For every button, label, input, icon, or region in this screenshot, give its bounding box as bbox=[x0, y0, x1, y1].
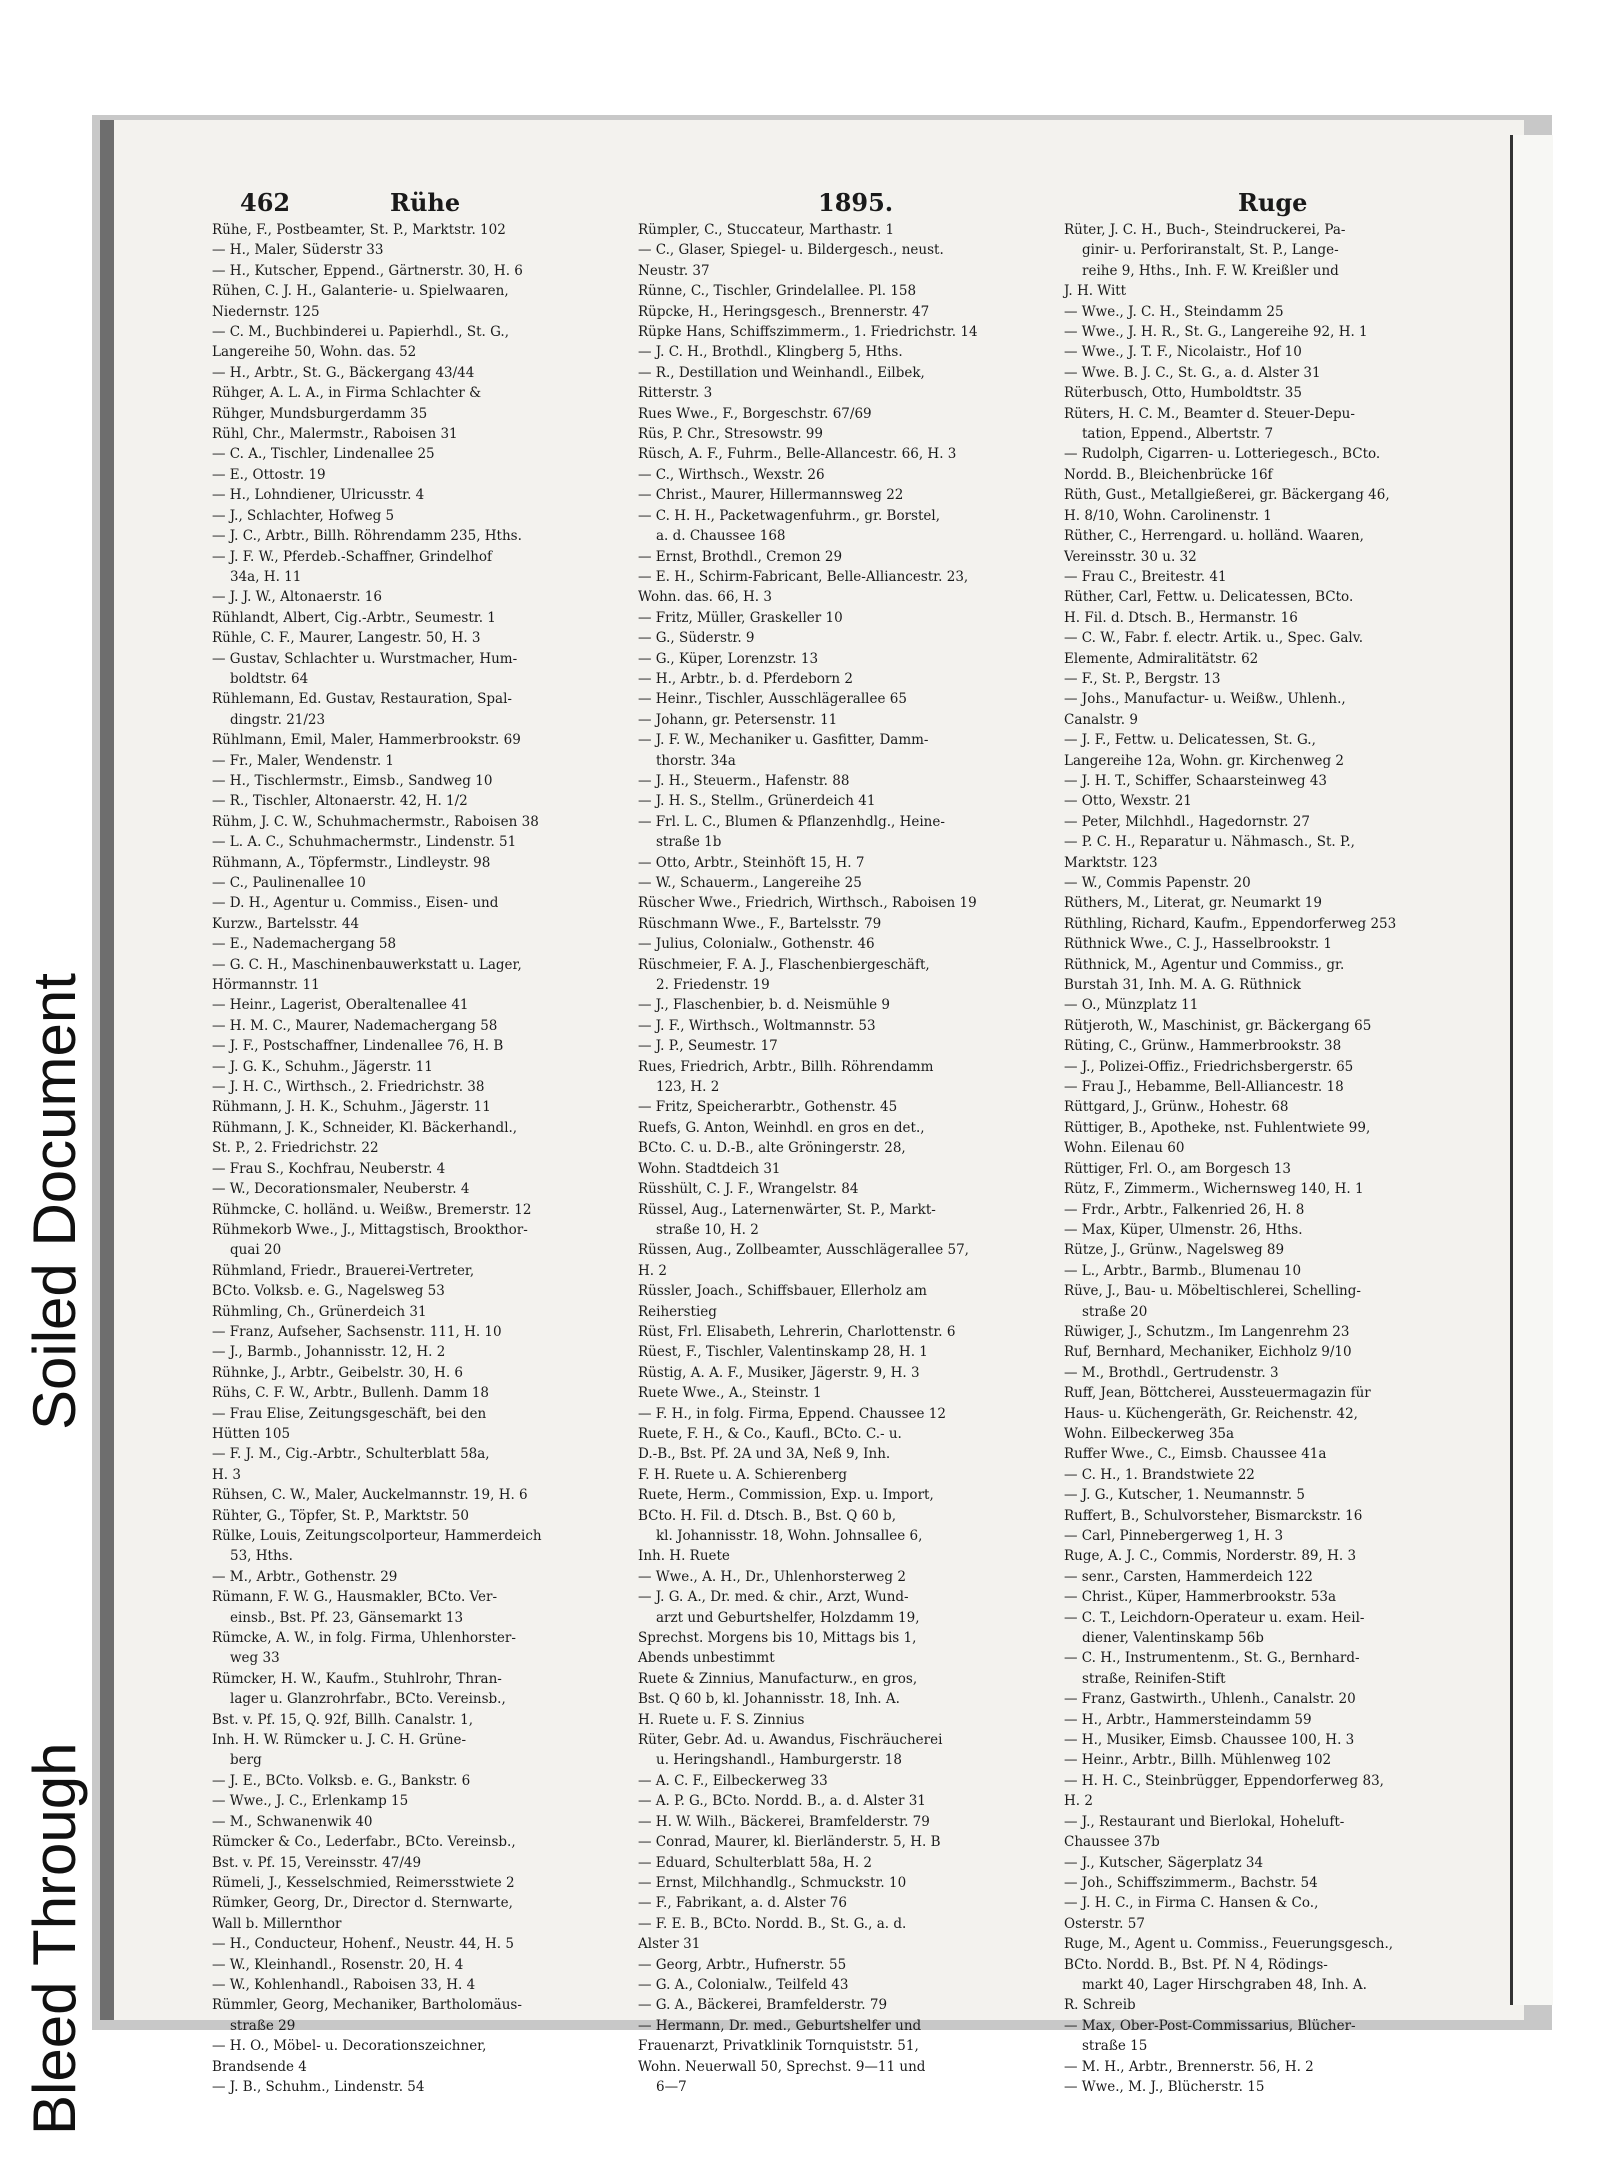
directory-line: Nordd. B., Bleichenbrücke 16f bbox=[1064, 466, 1273, 483]
directory-line: Rüst, Frl. Elisabeth, Lehrerin, Charlottenstr. 6 bbox=[638, 1323, 956, 1340]
directory-line: BCto. H. Fil. d. Dtsch. B., Bst. Q 60 b, bbox=[638, 1507, 896, 1524]
directory-line: Rüther, C., Herrengard. u. holländ. Waaren, bbox=[1064, 528, 1364, 545]
directory-line: Rühlemann, Ed. Gustav, Restauration, Spal- bbox=[212, 691, 512, 708]
directory-line: Rühmann, J. K., Schneider, Kl. Bäckerhandl., bbox=[212, 1119, 518, 1136]
directory-line: Wall b. Millernthor bbox=[212, 1915, 342, 1932]
directory-line: — J. E., BCto. Volksb. e. G., Bankstr. 6 bbox=[212, 1772, 471, 1789]
directory-line: Reiherstieg bbox=[638, 1303, 717, 1320]
directory-line: — Christ., Maurer, Hillermannsweg 22 bbox=[638, 487, 904, 504]
directory-line: — M., Brothdl., Gertrudenstr. 3 bbox=[1064, 1364, 1279, 1381]
directory-line: — Johann, gr. Petersenstr. 11 bbox=[638, 711, 838, 728]
directory-line: — Frau C., Breitestr. 41 bbox=[1064, 568, 1227, 585]
directory-line: — J., Polizei-Offiz., Friedrichsbergerstr. 65 bbox=[1064, 1058, 1354, 1075]
directory-line: Rüttiger, Frl. O., am Borgesch 13 bbox=[1064, 1160, 1292, 1177]
directory-line: Rühl, Chr., Malermstr., Raboisen 31 bbox=[212, 426, 458, 443]
directory-line: Frauenarzt, Privatklinik Tornquiststr. 51, bbox=[638, 2038, 919, 2055]
directory-line: 53, Hths. bbox=[230, 1548, 293, 1565]
directory-line: Rüscher Wwe., Friedrich, Wirthsch., Raboisen 19 bbox=[638, 895, 977, 912]
directory-line: — C. M., Buchbinderei u. Papierhdl., St. G., bbox=[212, 324, 509, 341]
directory-line: Rümker, Georg, Dr., Director d. Sternwarte, bbox=[212, 1895, 513, 1912]
directory-line: — Fritz, Müller, Graskeller 10 bbox=[638, 609, 843, 626]
directory-line: Rüschmeier, F. A. J., Flaschenbiergeschäft, bbox=[638, 956, 930, 973]
directory-line: H. Fil. d. Dtsch. B., Hermanstr. 16 bbox=[1064, 609, 1298, 626]
directory-line: Rüthers, M., Literat, gr. Neumarkt 19 bbox=[1064, 895, 1322, 912]
directory-line: — J. H. T., Schiffer, Schaarsteinweg 43 bbox=[1064, 772, 1328, 789]
directory-line: — J. G. K., Schuhm., Jägerstr. 11 bbox=[212, 1058, 433, 1075]
directory-line: Sprechst. Morgens bis 10, Mittags bis 1, bbox=[638, 1630, 917, 1647]
header-left-word: Rühe bbox=[390, 188, 461, 217]
directory-line: Rümeli, J., Kesselschmied, Reimersstwiete 2 bbox=[212, 1874, 515, 1891]
directory-line: Wohn. Stadtdeich 31 bbox=[638, 1160, 781, 1177]
directory-line: — J. H. C., in Firma C. Hansen & Co., bbox=[1064, 1895, 1319, 1912]
directory-line: — E. H., Schirm-Fabricant, Belle-Alliancestr. 23, bbox=[638, 568, 969, 585]
directory-line: Rühmann, A., Töpfermstr., Lindleystr. 98 bbox=[212, 854, 491, 871]
directory-line: Langereihe 50, Wohn. das. 52 bbox=[212, 344, 417, 361]
directory-line: — Otto, Arbtr., Steinhöft 15, H. 7 bbox=[638, 854, 865, 871]
directory-line: Rühger, Mundsburgerdamm 35 bbox=[212, 405, 428, 422]
directory-line: J. H. Witt bbox=[1064, 283, 1127, 300]
directory-line: — Gustav, Schlachter u. Wurstmacher, Hum- bbox=[212, 650, 518, 667]
directory-line: — J. G. A., Dr. med. & chir., Arzt, Wund- bbox=[638, 1589, 909, 1606]
directory-line: Rüwiger, J., Schutzm., Im Langenrehm 23 bbox=[1064, 1323, 1350, 1340]
directory-line: Rümcke, A. W., in folg. Firma, Uhlenhorster- bbox=[212, 1630, 516, 1647]
directory-line: — Rudolph, Cigarren- u. Lotteriegesch., BCto. bbox=[1064, 446, 1381, 463]
directory-line: — Christ., Küper, Hammerbrookstr. 53a bbox=[1064, 1589, 1337, 1606]
directory-line: — Heinr., Lagerist, Oberaltenallee 41 bbox=[212, 997, 469, 1014]
directory-line: — W., Kohlenhandl., Raboisen 33, H. 4 bbox=[212, 1976, 476, 1993]
directory-line: einsb., Bst. Pf. 23, Gänsemarkt 13 bbox=[230, 1609, 464, 1626]
directory-line: dingstr. 21/23 bbox=[230, 711, 326, 728]
directory-line: — Fritz, Speicherarbtr., Gothenstr. 45 bbox=[638, 1099, 898, 1116]
directory-line: Rütze, J., Grünw., Nagelsweg 89 bbox=[1064, 1242, 1285, 1259]
directory-line: — R., Tischler, Altonaerstr. 42, H. 1/2 bbox=[212, 793, 468, 810]
directory-line: Ruete & Zinnius, Manufacturw., en gros, bbox=[638, 1670, 918, 1687]
directory-line: — W., Schauerm., Langereihe 25 bbox=[638, 875, 862, 891]
directory-line: Kurzw., Bartelsstr. 44 bbox=[212, 915, 360, 932]
directory-line: H. 3 bbox=[212, 1466, 241, 1483]
directory-line: — O., Münzplatz 11 bbox=[1064, 997, 1199, 1014]
directory-line: diener, Valentinskamp 56b bbox=[1082, 1630, 1264, 1647]
directory-line: — W., Decorationsmaler, Neuberstr. 4 bbox=[212, 1181, 470, 1198]
directory-line: — G. A., Colonialw., Teilfeld 43 bbox=[638, 1976, 849, 1993]
directory-line: — J., Restaurant und Bierlokal, Hoheluft- bbox=[1064, 1813, 1345, 1830]
directory-line: Rüssen, Aug., Zollbeamter, Ausschlägerallee 57, bbox=[638, 1242, 969, 1259]
directory-line: — D. H., Agentur u. Commiss., Eisen- und bbox=[212, 895, 499, 912]
directory-line: Chaussee 37b bbox=[1064, 1834, 1160, 1851]
directory-line: Haus- u. Küchengeräth, Gr. Reichenstr. 42, bbox=[1064, 1405, 1358, 1422]
directory-line: tation, Eppend., Albertstr. 7 bbox=[1082, 426, 1274, 443]
directory-line: — M. H., Arbtr., Brennerstr. 56, H. 2 bbox=[1064, 2058, 1314, 2075]
directory-line: Vereinsstr. 30 u. 32 bbox=[1064, 548, 1197, 565]
directory-line: — Wwe., M. J., Blücherstr. 15 bbox=[1064, 2078, 1265, 2095]
directory-line: Rühen, C. J. H., Galanterie- u. Spielwaaren, bbox=[212, 283, 509, 300]
directory-line: Rühmling, Ch., Grünerdeich 31 bbox=[212, 1303, 427, 1320]
directory-line: — Wwe., A. H., Dr., Uhlenhorsterweg 2 bbox=[638, 1568, 906, 1585]
directory-line: Rütz, F., Zimmerm., Wichernsweg 140, H. 1 bbox=[1064, 1181, 1364, 1198]
directory-line: — J. F., Wirthsch., Woltmannstr. 53 bbox=[638, 1017, 876, 1034]
directory-line: — Wwe., J. C., Erlenkamp 15 bbox=[212, 1793, 409, 1810]
directory-line: Rünne, C., Tischler, Grindelallee. Pl. 158 bbox=[638, 283, 917, 300]
directory-line: Rühe, F., Postbeamter, St. P., Marktstr. 102 bbox=[212, 222, 506, 238]
directory-line: a. d. Chaussee 168 bbox=[656, 528, 786, 545]
directory-column-middle bbox=[638, 220, 1063, 2095]
directory-line: — C., Wirthsch., Wexstr. 26 bbox=[638, 466, 825, 483]
directory-line: — H. W. Wilh., Bäckerei, Bramfelderstr. 79 bbox=[638, 1813, 930, 1830]
directory-line: — H., Conducteur, Hohenf., Neustr. 44, H. 5 bbox=[212, 1936, 514, 1953]
directory-line: — Heinr., Arbtr., Billh. Mühlenweg 102 bbox=[1064, 1752, 1332, 1769]
directory-line: Rümann, F. W. G., Hausmakler, BCto. Ver- bbox=[212, 1589, 498, 1606]
directory-line: — Otto, Wexstr. 21 bbox=[1064, 793, 1192, 810]
directory-column-right bbox=[1064, 220, 1489, 2095]
directory-line: Rühter, G., Töpfer, St. P., Marktstr. 50 bbox=[212, 1507, 469, 1524]
header-right-word: Ruge bbox=[1238, 188, 1308, 217]
directory-line: — H., Arbtr., Hammersteindamm 59 bbox=[1064, 1711, 1312, 1728]
directory-line: — C. W., Fabr. f. electr. Artik. u., Spec. Galv. bbox=[1064, 630, 1364, 647]
directory-line: — H., Arbtr., b. d. Pferdeborn 2 bbox=[638, 670, 853, 687]
directory-line: — J. F. W., Pferdeb.-Schaffner, Grindelhof bbox=[212, 548, 493, 565]
directory-line: arzt und Geburtshelfer, Holzdamm 19, bbox=[656, 1609, 920, 1626]
directory-line: Inh. H. Ruete bbox=[638, 1548, 730, 1565]
header-year: 1895. bbox=[818, 188, 894, 217]
directory-line: Rümcker & Co., Lederfabr., BCto. Vereinsb., bbox=[212, 1834, 516, 1851]
directory-line: Rüth, Gust., Metallgießerei, gr. Bäckergang 46, bbox=[1064, 487, 1390, 504]
directory-line: Canalstr. 9 bbox=[1064, 711, 1138, 728]
directory-line: Rühmann, J. H. K., Schuhm., Jägerstr. 11 bbox=[212, 1099, 491, 1116]
directory-line: — Georg, Arbtr., Hufnerstr. 55 bbox=[638, 1956, 847, 1973]
directory-line: — J., Schlachter, Hofweg 5 bbox=[212, 507, 395, 524]
directory-line: — H. H. C., Steinbrügger, Eppendorferweg 83, bbox=[1064, 1772, 1384, 1789]
directory-line: Ritterstr. 3 bbox=[638, 385, 713, 402]
directory-line: — J., Flaschenbier, b. d. Neismühle 9 bbox=[638, 997, 891, 1014]
directory-line: — Franz, Gastwirth., Uhlenh., Canalstr. 20 bbox=[1064, 1691, 1356, 1708]
directory-line: D.-B., Bst. Pf. 2A und 3A, Neß 9, Inh. bbox=[638, 1446, 891, 1463]
directory-line: Wohn. Eilenau 60 bbox=[1064, 1140, 1185, 1157]
directory-line: Rüsshült, C. J. F., Wrangelstr. 84 bbox=[638, 1181, 859, 1198]
directory-line: — A. P. G., BCto. Nordd. B., a. d. Alster 31 bbox=[638, 1793, 926, 1810]
directory-line: — Ernst, Brothdl., Cremon 29 bbox=[638, 548, 843, 565]
directory-line: Rühmcke, C. holländ. u. Weißw., Bremerstr. 12 bbox=[212, 1201, 532, 1218]
directory-line: — Hermann, Dr. med., Geburtshelfer und bbox=[638, 2017, 922, 2034]
directory-line: — Wwe., J. T. F., Nicolaistr., Hof 10 bbox=[1064, 344, 1302, 361]
directory-line: — J. F. W., Mechaniker u. Gasfitter, Damm- bbox=[638, 732, 929, 749]
directory-line: straße 10, H. 2 bbox=[656, 1221, 759, 1238]
directory-line: — R., Destillation und Weinhandl., Eilbek, bbox=[638, 364, 925, 381]
directory-line: Brandsende 4 bbox=[212, 2058, 307, 2075]
directory-line: Rühger, A. L. A., in Firma Schlachter & bbox=[212, 385, 482, 402]
directory-line: Rüstig, A. A. F., Musiker, Jägerstr. 9, H. 3 bbox=[638, 1364, 920, 1381]
directory-line: — H., Lohndiener, Ulricusstr. 4 bbox=[212, 487, 425, 504]
directory-line: H. 2 bbox=[638, 1262, 667, 1279]
directory-line: Wohn. Neuerwall 50, Sprechst. 9—11 und bbox=[638, 2058, 926, 2075]
directory-line: Rüs, P. Chr., Stresowstr. 99 bbox=[638, 426, 823, 443]
directory-line: — H., Maler, Süderstr 33 bbox=[212, 242, 384, 259]
directory-line: Rüther, Carl, Fettw. u. Delicatessen, BCto. bbox=[1064, 589, 1354, 606]
directory-line: Bst. v. Pf. 15, Vereinsstr. 47/49 bbox=[212, 1854, 422, 1871]
directory-line: Rüthling, Richard, Kaufm., Eppendorferweg 253 bbox=[1064, 915, 1397, 932]
directory-line: reihe 9, Hths., Inh. F. W. Kreißler und bbox=[1082, 262, 1339, 279]
directory-line: — Johs., Manufactur- u. Weißw., Uhlenh., bbox=[1064, 691, 1346, 708]
directory-line: — W., Commis Papenstr. 20 bbox=[1064, 875, 1251, 891]
directory-line: Ruete, F. H., & Co., Kaufl., BCto. C.- u. bbox=[638, 1425, 902, 1442]
directory-line: — H., Musiker, Eimsb. Chaussee 100, H. 3 bbox=[1064, 1732, 1355, 1749]
directory-line: — E., Ottostr. 19 bbox=[212, 466, 326, 483]
directory-line: straße 1b bbox=[656, 834, 722, 851]
directory-line: — F. H., in folg. Firma, Eppend. Chaussee 12 bbox=[638, 1405, 946, 1422]
directory-line: — C. H., Instrumentenm., St. G., Bernhard- bbox=[1064, 1650, 1360, 1667]
directory-line: 123, H. 2 bbox=[656, 1079, 720, 1096]
directory-line: — Ernst, Milchhandlg., Schmuckstr. 10 bbox=[638, 1874, 907, 1891]
directory-line: Rüthnick Wwe., C. J., Hasselbrookstr. 1 bbox=[1064, 936, 1332, 953]
directory-line: Rüting, C., Grünw., Hammerbrookstr. 38 bbox=[1064, 1038, 1342, 1055]
directory-line: — J. P., Seumestr. 17 bbox=[638, 1038, 778, 1055]
directory-line: Ruefs, G. Anton, Weinhdl. en gros en det., bbox=[638, 1119, 925, 1136]
directory-line: — Max, Ober-Post-Commissarius, Blücher- bbox=[1064, 2017, 1356, 2034]
directory-line: — Frau Elise, Zeitungsgeschäft, bei den bbox=[212, 1405, 487, 1422]
directory-line: Rüschmann Wwe., F., Bartelsstr. 79 bbox=[638, 915, 882, 932]
directory-line: Rüpke Hans, Schiffszimmerm., 1. Friedrichstr. 14 bbox=[638, 324, 978, 341]
directory-line: — Heinr., Tischler, Ausschlägerallee 65 bbox=[638, 691, 907, 708]
directory-line: Inh. H. W. Rümcker u. J. C. H. Grüne- bbox=[212, 1732, 467, 1749]
directory-line: Ruf, Bernhard, Mechaniker, Eichholz 9/10 bbox=[1064, 1344, 1352, 1361]
directory-line: — G. A., Bäckerei, Bramfelderstr. 79 bbox=[638, 1997, 888, 2014]
directory-line: — F. J. M., Cig.-Arbtr., Schulterblatt 58a, bbox=[212, 1446, 490, 1463]
directory-line: Rühlmann, Emil, Maler, Hammerbrookstr. 69 bbox=[212, 732, 521, 749]
directory-line: — W., Kleinhandl., Rosenstr. 20, H. 4 bbox=[212, 1956, 464, 1973]
directory-line: — Wwe., J. H. R., St. G., Langereihe 92, H. 1 bbox=[1064, 324, 1368, 341]
directory-line: — J. G., Kutscher, 1. Neumannstr. 5 bbox=[1064, 1487, 1305, 1504]
directory-line: — J. C., Arbtr., Billh. Röhrendamm 235, Hths. bbox=[212, 528, 522, 545]
directory-line: — C., Paulinenallee 10 bbox=[212, 875, 366, 891]
directory-line: — J., Barmb., Johannisstr. 12, H. 2 bbox=[212, 1344, 446, 1361]
directory-line: straße 20 bbox=[1082, 1303, 1148, 1320]
directory-line: Neustr. 37 bbox=[638, 262, 710, 279]
directory-line: straße, Reinifen-Stift bbox=[1082, 1670, 1226, 1687]
directory-line: Rüter, J. C. H., Buch-, Steindruckerei, Pa- bbox=[1064, 222, 1346, 238]
directory-line: — Frau J., Hebamme, Bell-Alliancestr. 18 bbox=[1064, 1079, 1344, 1096]
directory-line: Rüterbusch, Otto, Humboldtstr. 35 bbox=[1064, 385, 1302, 402]
directory-line: Marktstr. 123 bbox=[1064, 854, 1158, 871]
directory-line: — F., Fabrikant, a. d. Alster 76 bbox=[638, 1895, 847, 1912]
directory-line: BCto. Nordd. B., Bst. Pf. N 4, Rödings- bbox=[1064, 1956, 1328, 1973]
directory-line: — Frau S., Kochfrau, Neuberstr. 4 bbox=[212, 1160, 446, 1177]
directory-line: Wohn. das. 66, H. 3 bbox=[638, 589, 772, 606]
directory-line: weg 33 bbox=[230, 1650, 280, 1667]
directory-line: Rues Wwe., F., Borgeschstr. 67/69 bbox=[638, 405, 872, 422]
directory-line: Osterstr. 57 bbox=[1064, 1915, 1145, 1932]
directory-line: kl. Johannisstr. 18, Wohn. Johnsallee 6, bbox=[656, 1528, 923, 1544]
directory-line: Rühmekorb Wwe., J., Mittagstisch, Brookthor- bbox=[212, 1221, 528, 1238]
directory-line: — E., Nademachergang 58 bbox=[212, 936, 397, 953]
directory-line: ginir- u. Perforiranstalt, St. P., Lange- bbox=[1082, 242, 1339, 259]
directory-line: — Wwe., J. C. H., Steindamm 25 bbox=[1064, 303, 1284, 320]
directory-line: — F., St. P., Bergstr. 13 bbox=[1064, 670, 1221, 687]
directory-line: — Wwe. B. J. C., St. G., a. d. Alster 31 bbox=[1064, 364, 1321, 381]
directory-line: Ruge, A. J. C., Commis, Norderstr. 89, H. 3 bbox=[1064, 1548, 1357, 1565]
directory-line: — C. H. H., Packetwagenfuhrm., gr. Borstel, bbox=[638, 507, 940, 524]
directory-line: Bst. Q 60 b, kl. Johannisstr. 18, Inh. A. bbox=[638, 1691, 900, 1708]
stamp-line-2: Soiled Document bbox=[21, 973, 88, 1430]
directory-line: — Carl, Pinnebergerweg 1, H. 3 bbox=[1064, 1528, 1284, 1544]
directory-line: Rümmler, Georg, Mechaniker, Bartholomäus- bbox=[212, 1997, 522, 2014]
directory-line: Wohn. Eilbeckerweg 35a bbox=[1064, 1425, 1235, 1442]
directory-line: — H. M. C., Maurer, Nademachergang 58 bbox=[212, 1017, 498, 1034]
directory-line: Rühsen, C. W., Maler, Auckelmannstr. 19, H. 6 bbox=[212, 1487, 528, 1504]
directory-line: F. H. Ruete u. A. Schierenberg bbox=[638, 1466, 848, 1483]
directory-line: Rühs, C. F. W., Arbtr., Bullenh. Damm 18 bbox=[212, 1385, 490, 1402]
directory-line: Rüve, J., Bau- u. Möbeltischlerei, Schelling- bbox=[1064, 1283, 1361, 1300]
directory-line: — J. H., Steuerm., Hafenstr. 88 bbox=[638, 772, 850, 789]
directory-line: H. Ruete u. F. S. Zinnius bbox=[638, 1711, 805, 1728]
directory-line: Ruffert, B., Schulvorsteher, Bismarckstr. 16 bbox=[1064, 1507, 1363, 1524]
directory-line: Bst. v. Pf. 15, Q. 92f, Billh. Canalstr. 1, bbox=[212, 1711, 474, 1728]
directory-line: H. 8/10, Wohn. Carolinenstr. 1 bbox=[1064, 507, 1272, 524]
directory-line: Rüsch, A. F., Fuhrm., Belle-Allancestr. 66, H. 3 bbox=[638, 446, 957, 463]
directory-line: — G., Küper, Lorenzstr. 13 bbox=[638, 650, 819, 667]
directory-line: Langereihe 12a, Wohn. gr. Kirchenweg 2 bbox=[1064, 752, 1344, 769]
directory-line: — M., Arbtr., Gothenstr. 29 bbox=[212, 1568, 398, 1585]
directory-line: Rüters, H. C. M., Beamter d. Steuer-Depu- bbox=[1064, 405, 1355, 422]
directory-line: Rülke, Louis, Zeitungscolporteur, Hammerdeich bbox=[212, 1528, 542, 1544]
directory-line: Abends unbestimmt bbox=[638, 1650, 775, 1667]
directory-line: — L., Arbtr., Barmb., Blumenau 10 bbox=[1064, 1262, 1302, 1279]
directory-line: boldtstr. 64 bbox=[230, 670, 309, 687]
page-number: 462 bbox=[240, 188, 291, 217]
directory-line: Elemente, Admiralitätstr. 62 bbox=[1064, 650, 1259, 667]
directory-line: Hütten 105 bbox=[212, 1425, 291, 1442]
directory-line: 34a, H. 11 bbox=[230, 568, 302, 585]
directory-line: — Max, Küper, Ulmenstr. 26, Hths. bbox=[1064, 1221, 1303, 1238]
directory-line: Rümcker, H. W., Kaufm., Stuhlrohr, Thran- bbox=[212, 1670, 502, 1687]
directory-line: Alster 31 bbox=[638, 1936, 701, 1953]
directory-line: Rüpcke, H., Heringsgesch., Brennerstr. 47 bbox=[638, 303, 930, 320]
directory-line: — Franz, Aufseher, Sachsenstr. 111, H. 10 bbox=[212, 1323, 502, 1340]
directory-line: Rüttiger, B., Apotheke, nst. Fuhlentwiete 99, bbox=[1064, 1119, 1371, 1136]
directory-line: — Frl. L. C., Blumen & Pflanzenhdlg., Heine- bbox=[638, 813, 945, 830]
directory-line: — J. F., Fettw. u. Delicatessen, St. G., bbox=[1064, 732, 1316, 749]
directory-line: H. 2 bbox=[1064, 1793, 1093, 1810]
directory-line: BCto. Volksb. e. G., Nagelsweg 53 bbox=[212, 1283, 445, 1300]
directory-line: Ruete Wwe., A., Steinstr. 1 bbox=[638, 1385, 822, 1402]
directory-line: lager u. Glanzrohrfabr., BCto. Vereinsb., bbox=[230, 1691, 506, 1708]
directory-line: Rühnke, J., Arbtr., Geibelstr. 30, H. 6 bbox=[212, 1364, 464, 1381]
directory-line: — H., Tischlermstr., Eimsb., Sandweg 10 bbox=[212, 772, 493, 789]
directory-line: Rüssel, Aug., Laternenwärter, St. P., Markt- bbox=[638, 1201, 936, 1218]
directory-line: Rühmland, Friedr., Brauerei-Vertreter, bbox=[212, 1262, 475, 1279]
directory-line: — Julius, Colonialw., Gothenstr. 46 bbox=[638, 936, 875, 953]
directory-line: berg bbox=[230, 1752, 262, 1769]
directory-line: — C. H., 1. Brandstwiete 22 bbox=[1064, 1466, 1255, 1483]
directory-line: Niedernstr. 125 bbox=[212, 303, 320, 320]
directory-line: — G., Süderstr. 9 bbox=[638, 630, 755, 647]
directory-line: markt 40, Lager Hirschgraben 48, Inh. A. bbox=[1082, 1976, 1367, 1993]
directory-line: — Frdr., Arbtr., Falkenried 26, H. 8 bbox=[1064, 1201, 1305, 1218]
directory-line: thorstr. 34a bbox=[656, 752, 736, 769]
directory-line: Ruff, Jean, Böttcherei, Aussteuermagazin für bbox=[1064, 1385, 1371, 1402]
directory-line: — J., Kutscher, Sägerplatz 34 bbox=[1064, 1854, 1264, 1871]
next-page-edge bbox=[1510, 135, 1553, 2005]
directory-line: — J. H. C., Wirthsch., 2. Friedrichstr. 38 bbox=[212, 1079, 485, 1096]
directory-line: Ruffer Wwe., C., Eimsb. Chaussee 41a bbox=[1064, 1446, 1327, 1463]
directory-line: Rüthnick, M., Agentur und Commiss., gr. bbox=[1064, 956, 1345, 973]
directory-line: — Eduard, Schulterblatt 58a, H. 2 bbox=[638, 1854, 872, 1871]
directory-line: straße 15 bbox=[1082, 2038, 1148, 2055]
directory-line: — J. C. H., Brothdl., Klingberg 5, Hths. bbox=[638, 344, 903, 361]
directory-line: Rühlandt, Albert, Cig.-Arbtr., Seumestr. 1 bbox=[212, 609, 496, 626]
directory-line: — Joh., Schiffszimmerm., Bachstr. 54 bbox=[1064, 1874, 1318, 1891]
directory-line: u. Heringshandl., Hamburgerstr. 18 bbox=[656, 1752, 902, 1769]
directory-line: Rütjeroth, W., Maschinist, gr. Bäckergang 65 bbox=[1064, 1017, 1372, 1034]
directory-line: — J. J. W., Altonaerstr. 16 bbox=[212, 589, 382, 606]
directory-line: — Peter, Milchhdl., Hagedornstr. 27 bbox=[1064, 813, 1310, 830]
directory-column-left bbox=[212, 220, 637, 2095]
directory-line: — H., Arbtr., St. G., Bäckergang 43/44 bbox=[212, 364, 475, 381]
directory-line: Rümpler, C., Stuccateur, Marthastr. 1 bbox=[638, 222, 895, 238]
directory-line: — P. C. H., Reparatur u. Nähmasch., St. P., bbox=[1064, 834, 1355, 851]
directory-line: — J. H. S., Stellm., Grünerdeich 41 bbox=[638, 793, 876, 810]
directory-line: — C., Glaser, Spiegel- u. Bildergesch., neust. bbox=[638, 242, 944, 259]
directory-line: Rüter, Gebr. Ad. u. Awandus, Fischräucherei bbox=[638, 1732, 943, 1749]
directory-line: — M., Schwanenwik 40 bbox=[212, 1813, 373, 1830]
directory-line: — L. A. C., Schuhmachermstr., Lindenstr. 51 bbox=[212, 834, 517, 851]
directory-line: — Conrad, Maurer, kl. Bierländerstr. 5, H. B bbox=[638, 1834, 941, 1851]
directory-line: 6—7 bbox=[656, 2078, 687, 2095]
directory-line: — H. O., Möbel- u. Decorationszeichner, bbox=[212, 2038, 487, 2055]
directory-line: Ruge, M., Agent u. Commiss., Feuerungsgesch., bbox=[1064, 1936, 1394, 1953]
directory-line: — A. C. F., Eilbeckerweg 33 bbox=[638, 1772, 828, 1789]
directory-line: — J. F., Postschaffner, Lindenallee 76, H. B bbox=[212, 1038, 504, 1055]
directory-line: 2. Friedenstr. 19 bbox=[656, 977, 770, 994]
directory-line: R. Schreib bbox=[1064, 1997, 1136, 2014]
directory-line: Ruete, Herm., Commission, Exp. u. Import, bbox=[638, 1487, 934, 1504]
directory-line: BCto. C. u. D.-B., alte Gröningerstr. 28, bbox=[638, 1140, 906, 1157]
directory-line: straße 29 bbox=[230, 2017, 296, 2034]
directory-line: Rühm, J. C. W., Schuhmachermstr., Raboisen 38 bbox=[212, 813, 539, 830]
directory-line: — senr., Carsten, Hammerdeich 122 bbox=[1064, 1568, 1313, 1585]
directory-line: — H., Kutscher, Eppend., Gärtnerstr. 30, H. 6 bbox=[212, 262, 523, 279]
directory-line: — G. C. H., Maschinenbauwerkstatt u. Lager, bbox=[212, 956, 522, 973]
directory-line: quai 20 bbox=[230, 1242, 282, 1259]
directory-line: — J. B., Schuhm., Lindenstr. 54 bbox=[212, 2078, 425, 2095]
directory-line: — C. T., Leichdorn-Operateur u. exam. Heil- bbox=[1064, 1609, 1365, 1626]
directory-line: — F. E. B., BCto. Nordd. B., St. G., a. d. bbox=[638, 1915, 907, 1932]
directory-line: St. P., 2. Friedrichstr. 22 bbox=[212, 1140, 379, 1157]
directory-line: Rüssler, Joach., Schiffsbauer, Ellerholz am bbox=[638, 1283, 927, 1300]
directory-line: Rüttgard, J., Grünw., Hohestr. 68 bbox=[1064, 1099, 1289, 1116]
directory-line: — Fr., Maler, Wendenstr. 1 bbox=[212, 752, 395, 769]
directory-line: Rühle, C. F., Maurer, Langestr. 50, H. 3 bbox=[212, 630, 481, 647]
directory-line: Hörmannstr. 11 bbox=[212, 977, 320, 994]
directory-line: Rüest, F., Tischler, Valentinskamp 28, H. 1 bbox=[638, 1344, 928, 1361]
directory-line: — C. A., Tischler, Lindenallee 25 bbox=[212, 446, 435, 463]
stamp-line-1: Bleed Through bbox=[21, 1742, 88, 2135]
directory-line: Burstah 31, Inh. M. A. G. Rüthnick bbox=[1064, 977, 1301, 994]
directory-line: Rues, Friedrich, Arbtr., Billh. Röhrendamm bbox=[638, 1058, 934, 1075]
